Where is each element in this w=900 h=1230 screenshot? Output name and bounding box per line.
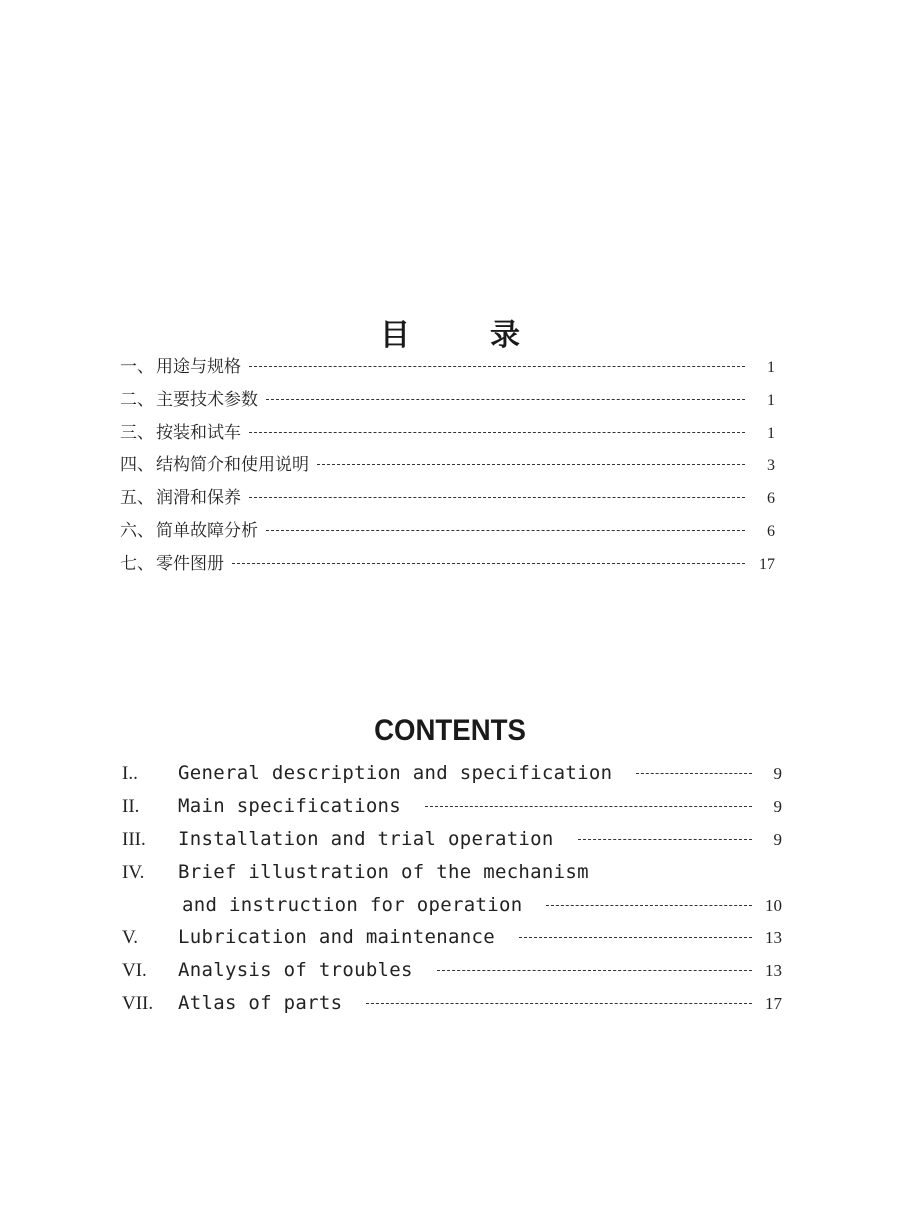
entry-title: Main specifications — [178, 794, 402, 817]
entry-page: 9 — [773, 796, 782, 816]
entry-number: I.. — [122, 763, 138, 784]
entry-number: 一、 — [120, 357, 154, 377]
entry-page: 1 — [767, 424, 775, 442]
toc-entry-continuation — [122, 894, 782, 927]
dot-leader — [266, 399, 745, 400]
entry-title: 润滑和保养 — [156, 488, 241, 509]
dot-leader — [425, 806, 752, 807]
title-char-right: 录 — [490, 318, 520, 353]
entry-title: 主要技术参数 — [156, 389, 258, 410]
entry-title: 结构简介和使用说明 — [156, 455, 309, 476]
entry-number: IV. — [122, 861, 145, 883]
entry-page: 13 — [765, 961, 782, 981]
entry-title: Analysis of troubles — [178, 959, 413, 982]
entry-page: 9 — [773, 829, 782, 849]
entry-number: 四、 — [120, 455, 154, 476]
dot-leader — [437, 970, 752, 971]
entry-number: VI. — [122, 960, 147, 982]
entry-page: 1 — [767, 359, 775, 376]
english-toc-list — [122, 762, 782, 1025]
toc-entry — [120, 450, 775, 483]
dot-leader — [317, 464, 745, 465]
toc-entry — [120, 483, 775, 516]
dot-leader — [546, 905, 752, 906]
entry-page: 17 — [765, 994, 782, 1014]
entry-title: Atlas of parts — [178, 992, 343, 1015]
dot-leader — [249, 366, 745, 367]
entry-page: 3 — [767, 457, 775, 475]
entry-title: Installation and trial operation — [178, 827, 554, 850]
dot-leader — [366, 1003, 752, 1004]
toc-entry — [122, 762, 782, 795]
entry-title: 用途与规格 — [156, 357, 241, 377]
entry-title: 简单故障分析 — [156, 520, 258, 541]
chinese-toc-list — [120, 352, 775, 582]
toc-entry — [120, 549, 775, 582]
entry-title: General description and specification — [178, 762, 613, 784]
entry-title: 零件图册 — [156, 553, 224, 574]
entry-number: 七、 — [120, 553, 154, 574]
toc-entry — [120, 418, 775, 451]
entry-page: 10 — [765, 895, 782, 915]
entry-title: 按装和试车 — [156, 422, 241, 443]
entry-title: Brief illustration of the mechanism — [178, 860, 589, 883]
entry-number: 六、 — [120, 520, 154, 541]
dot-leader — [249, 432, 745, 433]
entry-page: 6 — [767, 490, 775, 508]
entry-number: V. — [122, 927, 139, 949]
dot-leader — [266, 530, 745, 531]
chinese-toc-title — [0, 310, 900, 354]
toc-entry — [122, 959, 782, 992]
toc-entry — [122, 828, 782, 861]
dot-leader — [636, 773, 752, 774]
entry-page: 9 — [773, 764, 782, 783]
dot-leader — [578, 839, 752, 840]
entry-page: 13 — [765, 928, 782, 948]
entry-number: 三、 — [120, 422, 154, 443]
toc-entry — [120, 352, 775, 385]
english-toc-title: CONTENTS — [374, 714, 526, 747]
dot-leader — [232, 563, 745, 564]
toc-entry — [122, 795, 782, 828]
dot-leader — [249, 497, 745, 498]
dot-leader — [519, 937, 752, 938]
toc-entry — [122, 861, 782, 894]
entry-page: 17 — [759, 555, 775, 573]
entry-number: 二、 — [120, 389, 154, 410]
entry-number: III. — [122, 828, 146, 850]
toc-entry — [122, 992, 782, 1025]
entry-page: 6 — [767, 522, 775, 540]
toc-entry — [122, 926, 782, 959]
toc-entry — [120, 516, 775, 549]
entry-title-continued: and instruction for operation — [182, 893, 523, 916]
entry-number: II. — [122, 795, 140, 817]
title-char-left: 目 — [380, 318, 410, 353]
entry-page: 1 — [767, 391, 775, 409]
toc-entry — [120, 385, 775, 418]
entry-number: VII. — [122, 993, 154, 1015]
entry-number: 五、 — [120, 488, 154, 509]
entry-title: Lubrication and maintenance — [178, 926, 495, 949]
